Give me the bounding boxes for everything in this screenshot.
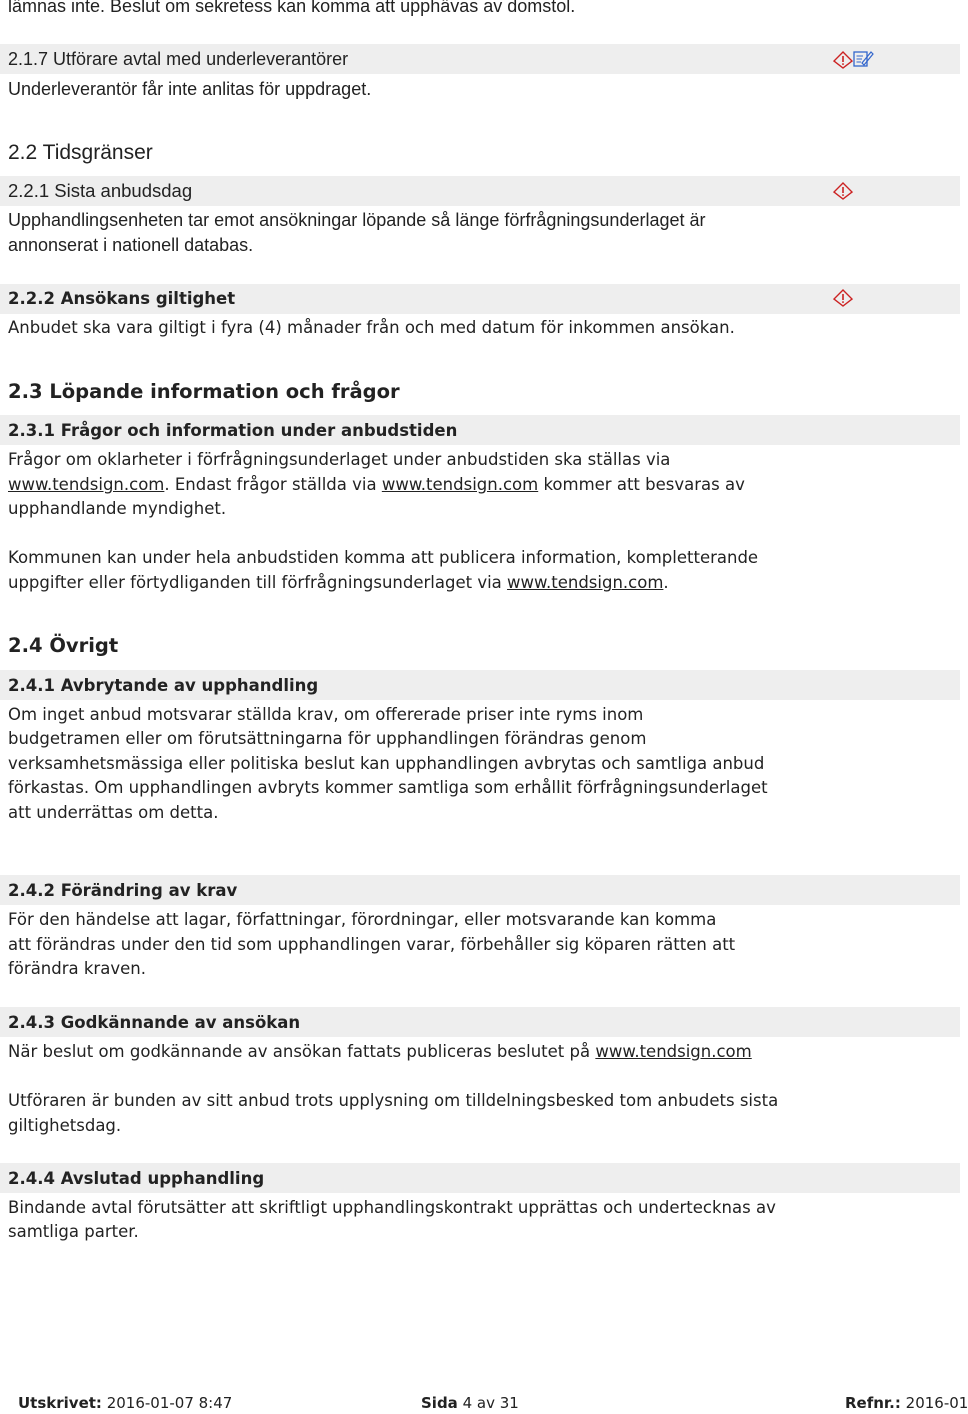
heading-2-4-3: 2.4.3 Godkännande av ansökan xyxy=(8,1013,301,1032)
text-2-4-4-line-1: Bindande avtal förutsätter att skriftligt upphandlingskontrakt upprättas och undertecknas av xyxy=(8,1198,776,1217)
edit-icon xyxy=(852,48,874,68)
heading-2-2-1: 2.2.1 Sista anbudsdag xyxy=(8,180,193,201)
text-2-2-2: Anbudet ska vara giltigt i fyra (4) månader från och med datum för inkommen ansökan. xyxy=(8,318,735,337)
heading-2-4-2: 2.4.2 Förändring av krav xyxy=(8,881,238,900)
warning-icon xyxy=(832,181,854,201)
tendsign-link[interactable]: www.tendsign.com xyxy=(595,1042,752,1061)
heading-2-2-2: 2.2.2 Ansökans giltighet xyxy=(8,289,236,308)
text-2-1-7: Underleverantör får inte anlitas för uppdraget. xyxy=(8,79,372,99)
text-2-4-1-line-4: förkastas. Om upphandlingen avbryts kommer samtliga som erhållit förfrågningsunderlaget xyxy=(8,778,768,797)
heading-2-4-1: 2.4.1 Avbrytande av upphandling xyxy=(8,676,319,695)
text-2-4-3-para2-line-1: Utföraren är bunden av sitt anbud trots upplysning om tilldelningsbesked tom anbudets sista xyxy=(8,1091,779,1110)
text-2-3-1-para2-line-2: uppgifter eller förtydliganden till förfrågningsunderlaget via www.tendsign.com. xyxy=(8,573,669,592)
text-2-2-1-line-1: Upphandlingsenheten tar emot ansökningar löpande så länge förfrågningsunderlaget är xyxy=(8,210,706,230)
text-2-4-3-para2-line-2: giltighetsdag. xyxy=(8,1116,122,1135)
text-2-3-1-line-1: Frågor om oklarheter i förfrågningsunderlaget under anbudstiden ska ställas via xyxy=(8,450,671,469)
text-2-4-2-line-3: förändra kraven. xyxy=(8,959,146,978)
text-2-3-1-line-2: www.tendsign.com. Endast frågor ställda via www.tendsign.com kommer att besvaras av xyxy=(8,475,745,494)
heading-2-3-1: 2.3.1 Frågor och information under anbudstiden xyxy=(8,421,458,440)
heading-2-1-7: 2.1.7 Utförare avtal med underleverantörer xyxy=(8,49,349,69)
text-2-4-3-line-1: När beslut om godkännande av ansökan fattats publiceras beslutet på www.tendsign.com xyxy=(8,1042,752,1061)
text-2-4-1-line-5: att underrättas om detta. xyxy=(8,803,219,822)
text-2-2-1-line-2: annonserat i nationell databas. xyxy=(8,235,254,255)
text-2-4-1-line-3: verksamhetsmässiga eller politiska beslut kan upphandlingen avbrytas och samtliga anbud xyxy=(8,754,765,773)
tendsign-link[interactable]: www.tendsign.com xyxy=(507,573,664,592)
text-2-3-1-line-3: upphandlande myndighet. xyxy=(8,499,227,518)
top-fragment: lämnas inte. Beslut om sekretess kan komma att upphävas av domstol. xyxy=(8,0,576,16)
text-2-4-2-line-2: att förändras under den tid som upphandlingen varar, förbehåller sig köparen rätten att xyxy=(8,935,736,954)
heading-2-2: 2.2 Tidsgränser xyxy=(8,141,153,164)
text-2-4-2-line-1: För den händelse att lagar, författningar, förordningar, eller motsvarande kan komma xyxy=(8,910,717,929)
text-2-4-4-line-2: samtliga parter. xyxy=(8,1222,139,1241)
text-2-3-1-para2-line-1: Kommunen kan under hela anbudstiden komma att publicera information, kompletterande xyxy=(8,548,759,567)
text-2-4-1-line-1: Om inget anbud motsvarar ställda krav, om offererade priser inte ryms inom xyxy=(8,705,644,724)
heading-2-3: 2.3 Löpande information och frågor xyxy=(8,380,400,403)
warning-icon xyxy=(832,288,854,308)
tendsign-link[interactable]: www.tendsign.com xyxy=(8,475,165,494)
heading-2-4: 2.4 Övrigt xyxy=(8,634,119,657)
footer-ref: Refnr.: 2016-01 xyxy=(845,1394,968,1412)
heading-2-4-4: 2.4.4 Avslutad upphandling xyxy=(8,1169,265,1188)
warning-icon xyxy=(832,50,854,70)
text-2-4-1-line-2: budgetramen eller om förutsättningarna för upphandlingen förändras genom xyxy=(8,729,647,748)
footer-page: Sida 4 av 31 xyxy=(421,1394,519,1412)
footer-printed: Utskrivet: 2016-01-07 8:47 xyxy=(18,1394,233,1412)
tendsign-link[interactable]: www.tendsign.com xyxy=(381,475,539,494)
